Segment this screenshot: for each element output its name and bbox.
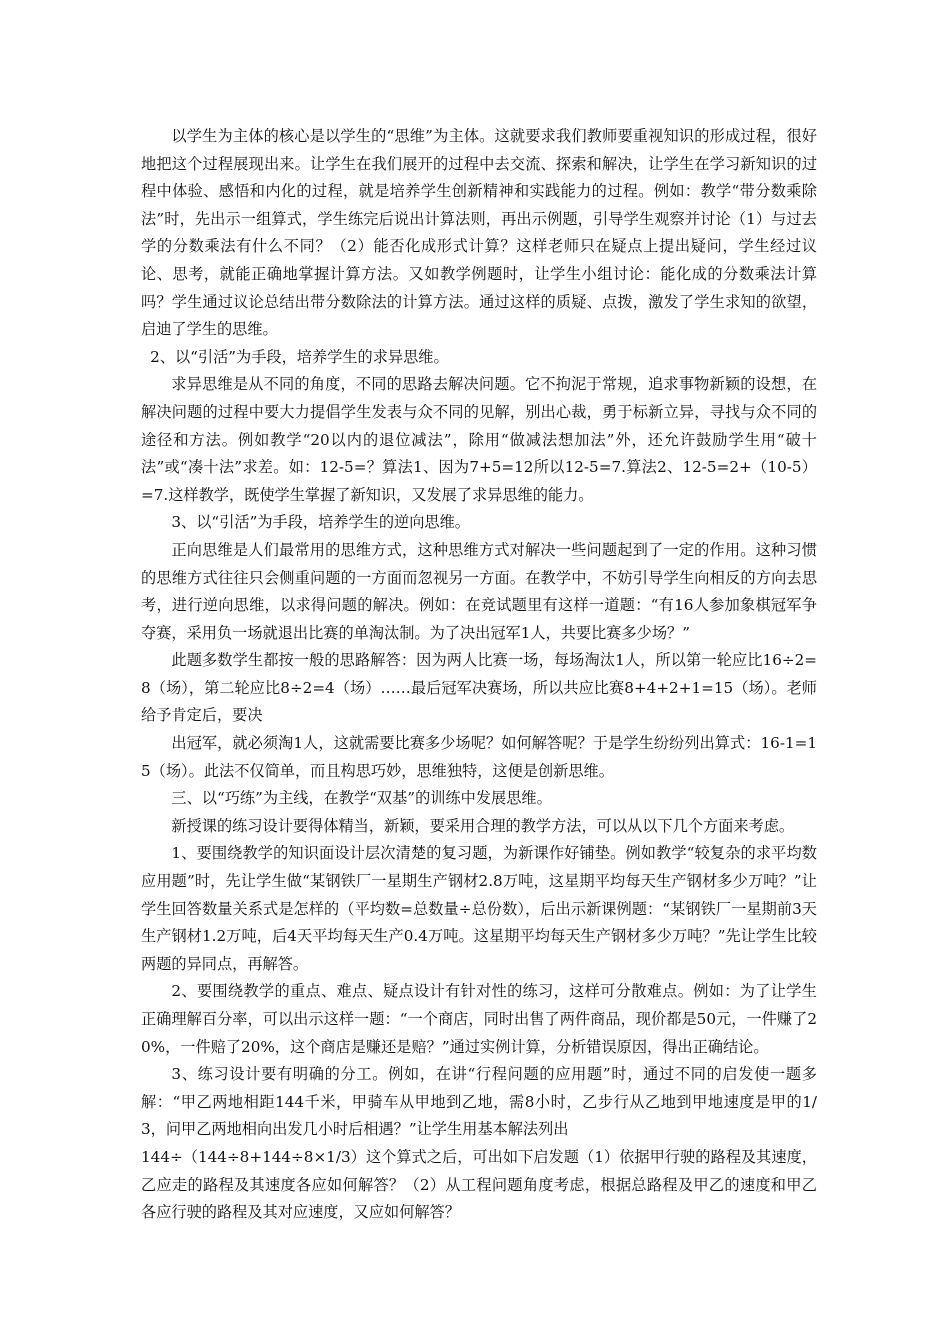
paragraph: 此题多数学生都按一般的思路解答：因为两人比赛一场，每场淘汰1人，所以第一轮应比16÷2=8（场），第二轮应比8÷2=4（场）……最后冠军决赛场，所以共应比赛8+4+2+1=15（场）。老师给予肯定后，要决	[141, 651, 817, 725]
paragraph: 新授课的练习设计要得体精当，新颖，要采用合理的教学方法，可以从以下几个方面来考虑。	[171, 816, 795, 835]
paragraph: 以学生为主体的核心是以学生的“思维”为主体。这就要求我们教师要重视知识的形成过程，很好地把这个过程展现出来。让学生在我们展开的过程中去交流、探索和解决，让学生在学习新知识的过程中体验、感悟和内化的过程，就是培养学生创新精神和实践能力的过程。例如：教学“带分数乘除法”时，先出示一组算式，学生练完后说出计算法则，再出示例题，引导学生观察并讨论（1）与过去学的分数乘法有什么不同？（2）能否化成形式计算？这样老师只在疑点上提出疑问，学生经过议论、思考，就能正确地掌握计算方法。又如教学例题时，让学生小组讨论：能化成的分数乘法计算吗？学生通过议论总结出带分数除法的计算方法。通过这样的质疑、点拨，激发了学生求知的欲望，启迪了学生的思维。	[141, 127, 817, 339]
document-body	[141, 123, 817, 1227]
paragraph: 144÷（144÷8+144÷8×1/3）这个算式之后，可出如下启发题（1）依据甲行驶的路程及其速度，乙应走的路程及其速度各应如何解答？（2）从工程问题角度考虑，根据总路程及甲乙的速度和甲乙各应行驶的路程及其对应速度，又应如何解答？	[141, 1147, 817, 1222]
paragraph: 1、要围绕教学的知识面设计层次清楚的复习题，为新课作好铺垫。例如教学“较复杂的求平均数应用题”时，先让学生做“某钢铁厂一星期生产钢材2.8万吨，这星期平均每天生产钢材多少万吨？”让学生回答数量关系式是怎样的（平均数=总数量÷总份数），后出示新课例题：“某钢铁厂一星期前3天生产钢材1.2万吨，后4天平均每天生产0.4万吨。这星期平均每天生产钢材多少万吨？”先让学生比较两题的异同点，再解答。	[141, 844, 817, 973]
paragraph: 3、练习设计要有明确的分工。例如，在讲“行程问题的应用题”时，通过不同的启发使一题多解：“甲乙两地相距144千米，甲骑车从甲地到乙地，需8小时，乙步行从乙地到甲地速度是甲的1/3，问甲乙两地相向出发几小时后相遇？”让学生用基本解法列出	[141, 1065, 817, 1139]
section-heading: 三、以“巧练”为主线，在教学“双基”的训练中发展思维。	[171, 789, 552, 808]
paragraph: 求异思维是从不同的角度，不同的思路去解决问题。它不拘泥于常规，追求事物新颖的设想，在解决问题的过程中要大力提倡学生发表与众不同的见解，别出心裁，勇于标新立异，寻找与众不同的途径和方法。例如教学“20以内的退位减法”，除用“做减法想加法”外，还允许鼓励学生用“破十法”或“凑十法”求差。如：12-5=？算法1、因为7+5=12所以12-5=7.算法2、12-5=2+（10-5）=7.这样教学，既使学生掌握了新知识，又发展了求异思维的能力。	[141, 375, 817, 504]
paragraph: 出冠军，就必须淘1人，这就需要比赛多少场呢？如何解答呢？于是学生纷纷列出算式：16-1=15（场）。此法不仅简单，而且构思巧妙，思维独特，这便是创新思维。	[141, 734, 817, 780]
paragraph: 2、要围绕教学的重点、难点、疑点设计有针对性的练习，这样可分散难点。例如：为了让学生正确理解百分率，可以出示这样一题：“一个商店，同时出售了两件商品，现价都是50元，一件赚了20%，一件赔了20%，这个商店是赚还是赔？”通过实例计算，分析错误原因，得出正确结论。	[141, 982, 817, 1056]
paragraph: 正向思维是人们最常用的思维方式，这种思维方式对解决一些问题起到了一定的作用。这种习惯的思维方式往往只会侧重问题的一方面而忽视另一方面。在教学中，不妨引导学生向相反的方向去思考，进行逆向思维，以求得问题的解决。例如：在竞试题里有这样一道题：“有16人参加象棋冠军争夺赛，采用负一场就退出比赛的单淘汰制。为了决出冠军1人，共要比赛多少场？”	[141, 540, 817, 642]
section-heading: 3、以“引活”为手段，培养学生的逆向思维。	[171, 513, 470, 532]
section-heading: 2、以“引活”为手段，培养学生的求异思维。	[150, 347, 449, 366]
